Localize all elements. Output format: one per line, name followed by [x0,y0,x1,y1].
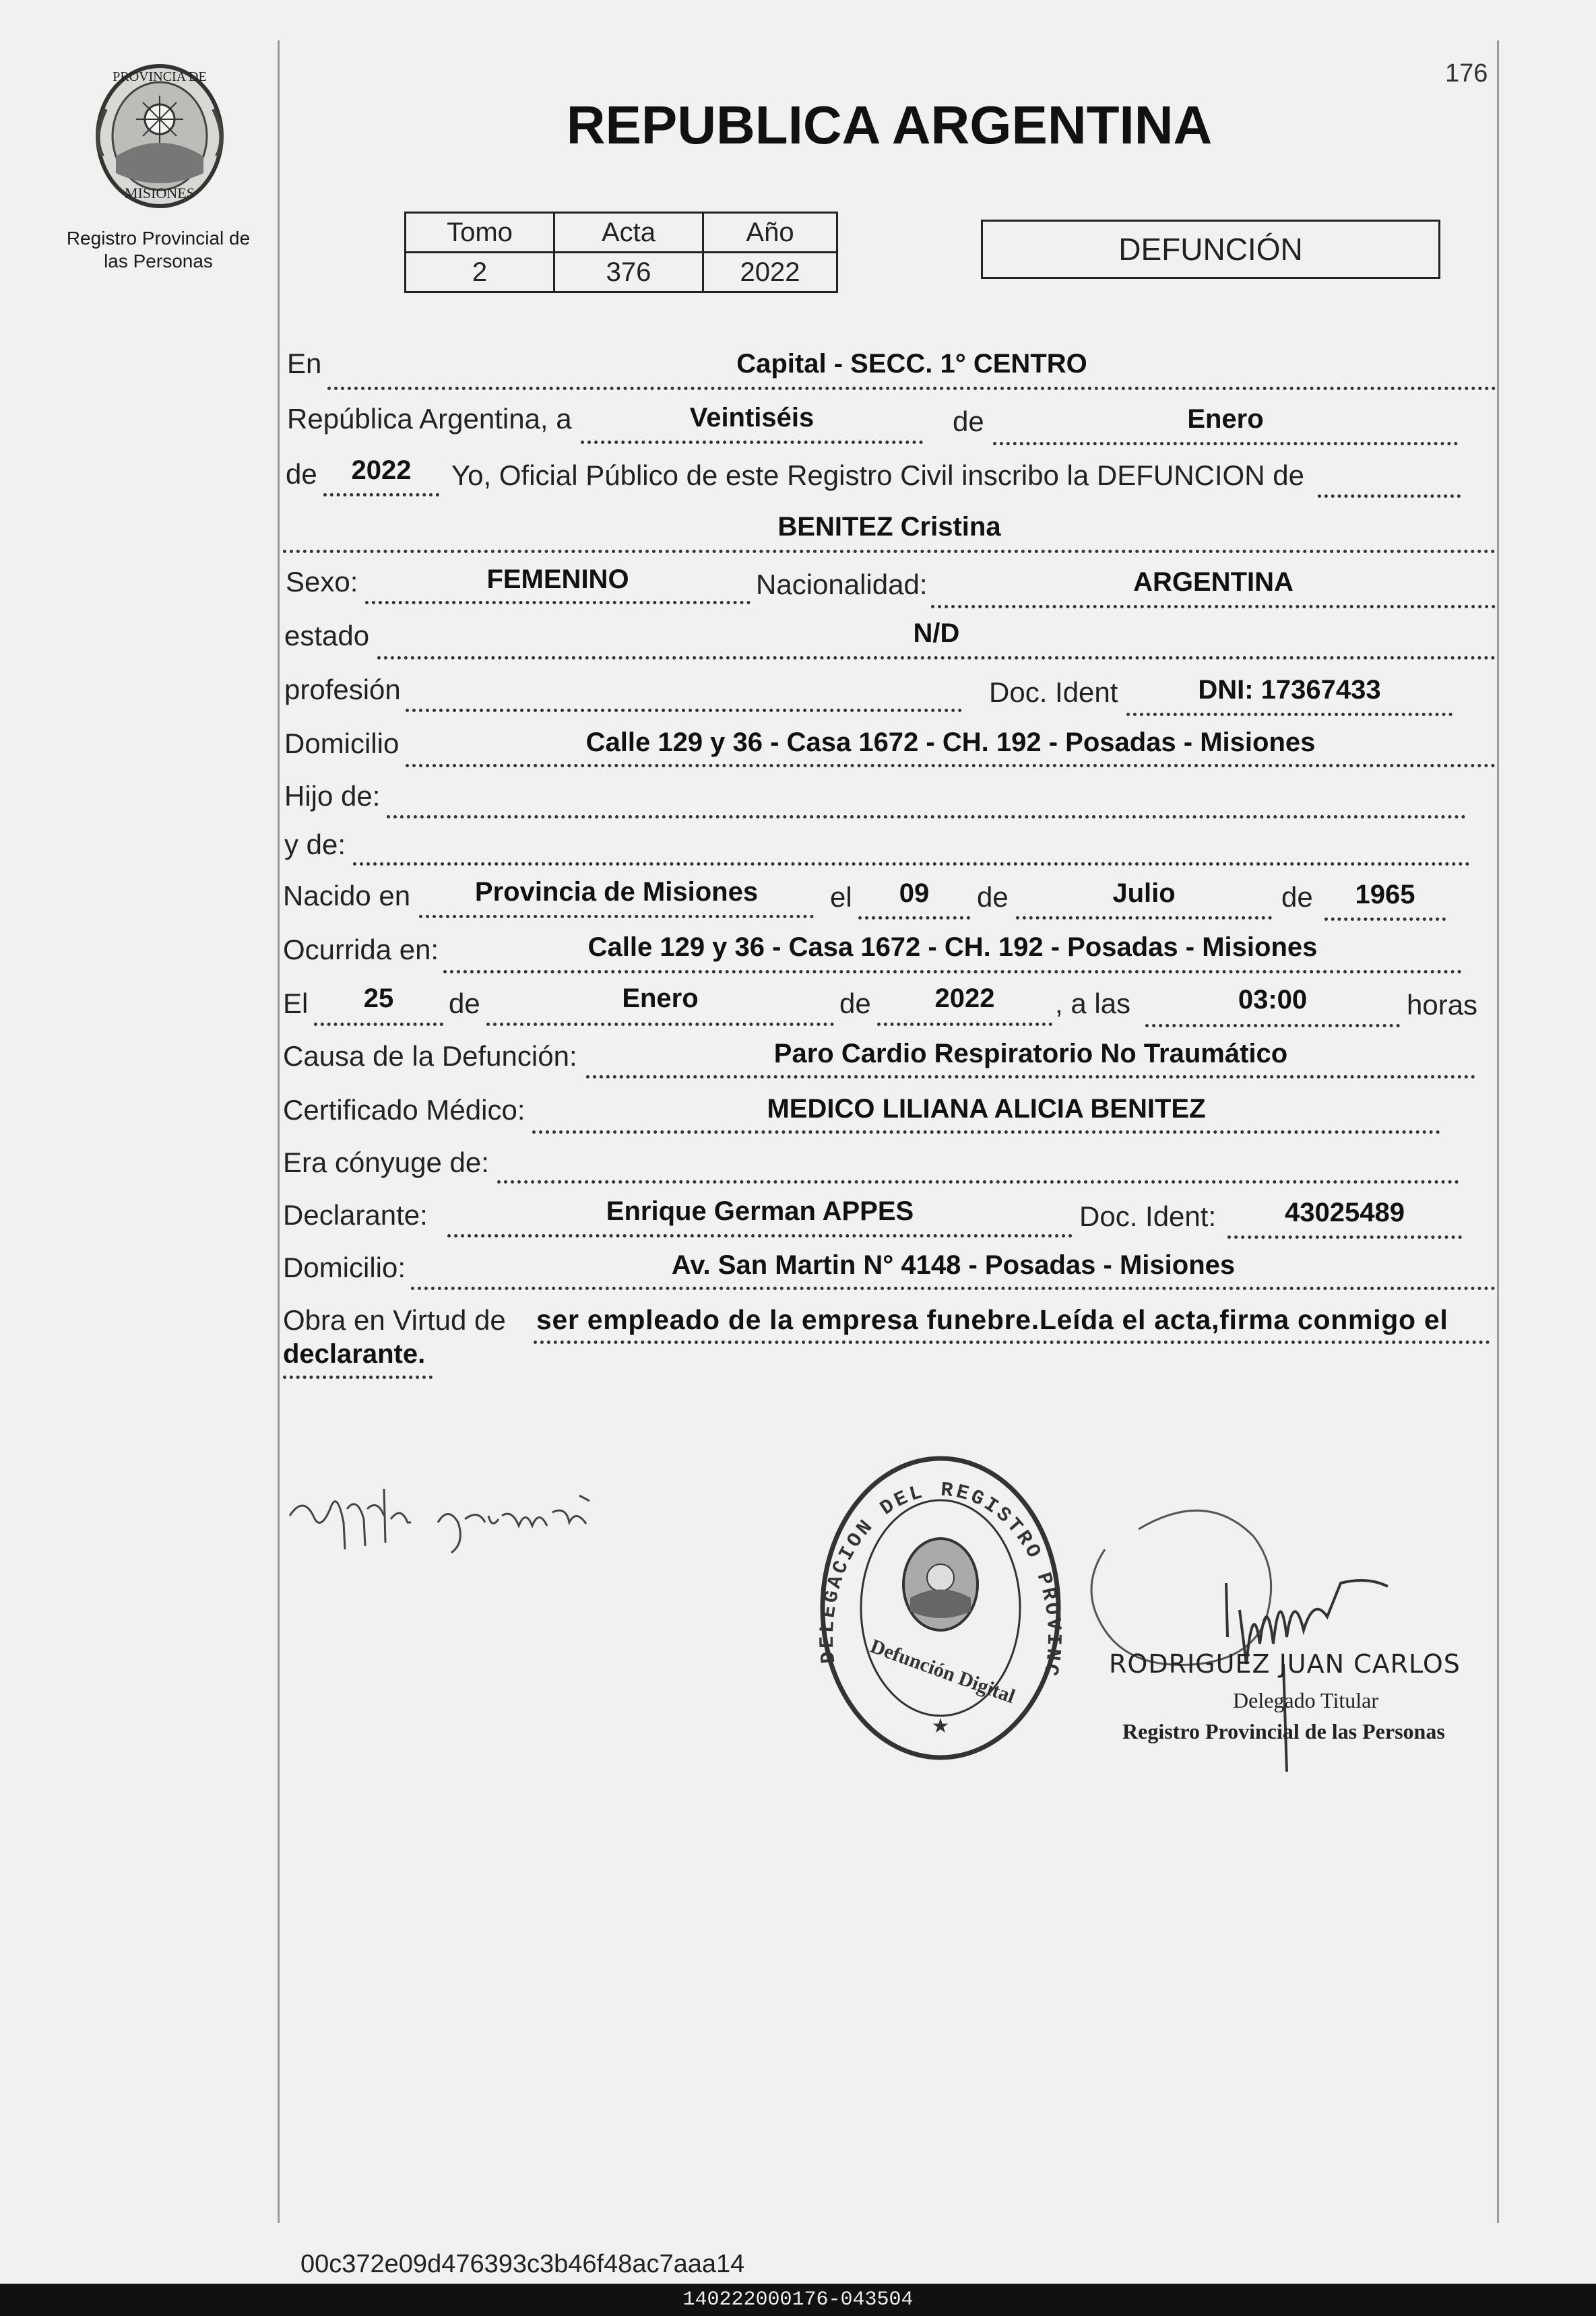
value-ocurrida-en: Calle 129 y 36 - Casa 1672 - CH. 192 - Posadas - Misiones [587,932,1318,962]
label-certificado: Certificado Médico: [283,1094,525,1126]
label-de-fallec-1: de [449,988,480,1019]
stamp-inner-text: Defunción Digital [867,1634,1019,1708]
line-sexo [365,601,751,604]
label-nacionalidad: Nacionalidad: [756,569,928,600]
line-hijo-de [387,815,1466,818]
label-obra: Obra en Virtud de [283,1304,506,1336]
line-nacionalidad [931,605,1496,608]
line-fallec-mes [486,1023,834,1026]
label-el-nac: el [830,881,852,913]
label-conyuge: Era cónyuge de: [283,1147,489,1178]
value-obra-line2: declarante. [283,1339,426,1369]
value-domicilio: Calle 129 y 36 - Casa 1672 - CH. 192 - Posadas - Misiones [585,728,1316,757]
label-y-de: y de: [284,829,346,860]
line-mes [993,442,1458,445]
label-de-fallec-2: de [839,988,871,1019]
label-profesion: profesión [284,674,401,705]
label-republica: República Argentina, a [287,403,572,435]
right-margin-line [1497,40,1499,2223]
page-number: 176 [1445,59,1488,88]
label-en: En [287,348,322,379]
value-declarante-doc: 43025489 [1285,1198,1405,1227]
value-doc-ident: DNI: 17367433 [1198,675,1381,705]
officer-org: Registro Provincial de las Personas [1122,1719,1445,1743]
value-sexo: FEMENINO [486,565,629,594]
label-horas: horas [1407,989,1478,1021]
value-certificado: MEDICO LILIANA ALICIA BENITEZ [767,1094,1206,1124]
line-profesion [406,709,962,712]
value-declarante-domicilio: Av. San Martin N° 4148 - Posadas - Misiones [671,1250,1236,1280]
left-margin-line [278,40,280,2223]
value-obra-line1: ser empleado de la empresa funebre.Leída el acta,firma conmigo el [536,1304,1448,1335]
label-de-1: de [953,406,984,437]
acta-header: Acta [554,213,703,253]
line-lugar [327,387,1496,390]
line-fallec-anio [877,1023,1052,1026]
line-yo-end [1318,494,1461,498]
value-anio: 2022 [351,455,412,485]
provincial-seal [89,55,230,210]
document-hash: 00c372e09d476393c3b46f48ac7aaa14 [300,2250,745,2278]
value-dia-letras: Veintiséis [689,403,815,432]
value-nacionalidad: ARGENTINA [1133,567,1294,597]
value-mes: Enero [1187,404,1264,434]
anio-header: Año [703,213,837,253]
value-estado: N/D [913,618,960,648]
barcode-bar: 140222000176-043504 [0,2284,1596,2316]
line-declarante [447,1234,1073,1237]
anio-value: 2022 [703,253,837,292]
value-fallec-dia: 25 [363,984,394,1013]
line-doc-ident [1126,713,1453,716]
label-ocurrida-en: Ocurrida en: [283,934,439,965]
line-obra-1 [534,1341,1490,1344]
label-declarante: Declarante: [283,1199,428,1231]
line-nombre [283,550,1496,553]
line-obra-2 [283,1376,433,1379]
value-fallec-mes: Enero [622,984,699,1013]
registry-name-line2: las Personas [104,251,213,271]
acta-value: 376 [554,253,703,292]
record-number-table [404,212,838,293]
officer-name: RODRIGUEZ JUAN CARLOS [1109,1649,1461,1679]
registry-name-line1: Registro Provincial de [66,228,251,249]
page-title: REPUBLICA ARGENTINA [566,95,1213,155]
label-yo: Yo, Oficial Público de este Registro Civil inscribo la DEFUNCION de [451,459,1304,491]
tomo-header: Tomo [406,213,554,253]
line-anio [323,493,439,496]
line-conyuge [497,1180,1459,1184]
label-hijo-de: Hijo de: [284,780,381,812]
line-y-de [353,862,1470,866]
line-domicilio [406,764,1496,767]
value-nacido-mes: Julio [1112,878,1176,908]
line-nacido-mes [1016,916,1272,920]
value-fallec-anio: 2022 [934,984,995,1013]
stamp-outer-text: DELEGACION DEL REGISTRO PROVINC [816,1479,1065,1681]
line-declarante-domicilio [411,1287,1496,1290]
line-nacido-dia [858,916,970,920]
tomo-value: 2 [406,253,554,292]
label-doc-ident: Doc. Ident [989,676,1118,708]
label-de-2: de [286,458,317,490]
label-de-nac-1: de [977,881,1009,913]
line-fallec-dia [314,1023,443,1026]
value-nacido-en: Provincia de Misiones [474,877,759,907]
label-domicilio-2: Domicilio: [283,1252,406,1283]
record-type-box: DEFUNCIÓN [981,220,1440,279]
seal-text-bottom: MISIONES [125,185,195,201]
official-stamp [812,1450,1068,1766]
value-nacido-dia: 09 [899,878,930,908]
line-dia [581,441,923,444]
value-nombre: BENITEZ Cristina [777,512,1001,542]
label-de-nac-2: de [1281,881,1313,913]
line-hora [1145,1024,1400,1027]
label-doc-ident-2: Doc. Ident: [1079,1200,1217,1232]
label-domicilio: Domicilio [284,728,400,759]
line-estado [377,656,1496,660]
value-lugar: Capital - SECC. 1° CENTRO [736,349,1087,379]
value-hora: 03:00 [1238,985,1308,1015]
declarant-signature [283,1469,620,1563]
line-nacido-anio [1324,918,1446,921]
label-nacido-en: Nacido en [283,880,411,911]
line-certificado [532,1130,1440,1134]
label-a-las: , a las [1055,988,1131,1019]
value-nacido-anio: 1965 [1355,880,1415,909]
label-causa: Causa de la Defunción: [283,1040,577,1072]
seal-text-top: PROVINCIA DE [113,69,207,84]
line-nacido-en [419,915,814,918]
label-estado: estado [284,620,370,651]
value-declarante: Enrique German APPES [606,1196,914,1226]
line-causa [586,1075,1475,1079]
line-ocurrida-en [443,970,1462,973]
label-el: El [283,988,309,1019]
line-declarante-doc [1227,1235,1462,1239]
officer-title: Delegado Titular [1233,1688,1378,1712]
value-causa: Paro Cardio Respiratorio No Traumático [773,1039,1288,1068]
label-sexo: Sexo: [286,566,358,598]
stamp-star-icon: ★ [931,1715,950,1737]
